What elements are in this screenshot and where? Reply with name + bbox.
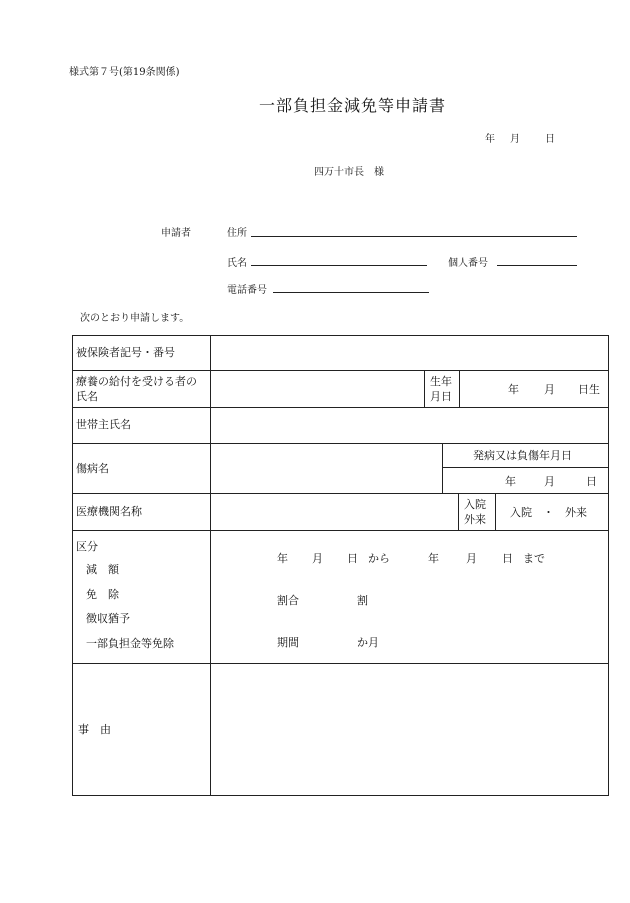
- phone-label: 電話番号: [227, 285, 267, 296]
- row-divider: [72, 370, 609, 371]
- period-to-month: 月: [466, 552, 477, 565]
- name-field[interactable]: [251, 265, 427, 266]
- birth-month-label: 月: [544, 383, 555, 396]
- individual-number-label: 個人番号: [448, 258, 488, 269]
- beneficiary-name-field[interactable]: [212, 372, 422, 406]
- onset-divider-vertical: [442, 443, 443, 493]
- birth-day-label: 日生: [578, 383, 600, 396]
- category-label: 区分: [76, 540, 98, 553]
- duration-label: 期間: [277, 636, 299, 649]
- insured-id-field[interactable]: [212, 337, 607, 369]
- row-divider: [72, 493, 609, 494]
- birth-year-label: 年: [508, 383, 519, 396]
- period-from-month: 月: [312, 552, 323, 565]
- period-from-year: 年: [277, 552, 288, 565]
- onset-day-label: 日: [586, 475, 597, 488]
- row-divider: [72, 663, 609, 664]
- address-label: 住所: [227, 228, 247, 239]
- row-divider: [72, 530, 609, 531]
- illness-name-field[interactable]: [212, 445, 440, 492]
- row-divider: [72, 407, 609, 408]
- category-item-copay-exemption[interactable]: 一部負担金等免除: [86, 637, 174, 650]
- date-month-label: 月: [510, 134, 520, 145]
- name-label: 氏名: [227, 258, 247, 269]
- birth-label-line2: 月日: [430, 390, 452, 403]
- reason-label: 事 由: [78, 723, 111, 736]
- period-from-suffix: から: [368, 552, 390, 565]
- addressee: 四万十市長 様: [314, 167, 384, 178]
- birth-divider-right: [459, 370, 460, 407]
- individual-number-field[interactable]: [497, 265, 577, 266]
- institution-name-field[interactable]: [212, 495, 456, 529]
- illness-label: 傷病名: [76, 462, 109, 475]
- address-field[interactable]: [251, 236, 577, 237]
- date-day-label: 日: [545, 134, 555, 145]
- inout-label-line1: 入院: [464, 498, 486, 511]
- ratio-unit: 割: [357, 594, 368, 607]
- onset-month-label: 月: [544, 475, 555, 488]
- reason-field[interactable]: [212, 665, 607, 794]
- insured-id-label: 被保険者記号・番号: [76, 346, 175, 359]
- intro-text: 次のとおり申請します。: [80, 313, 190, 324]
- householder-label: 世帯主氏名: [76, 418, 131, 431]
- ratio-label: 割合: [277, 594, 299, 607]
- duration-unit: か月: [357, 636, 379, 649]
- period-to-day: 日: [502, 552, 513, 565]
- row-divider: [72, 443, 609, 444]
- birth-divider-left: [424, 370, 425, 407]
- inout-options[interactable]: 入院 ・ 外来: [510, 506, 587, 519]
- onset-year-label: 年: [505, 475, 516, 488]
- period-to-year: 年: [428, 552, 439, 565]
- period-from-day: 日: [347, 552, 358, 565]
- onset-label: 発病又は負傷年月日: [473, 449, 572, 462]
- beneficiary-label-line2: 氏名: [76, 390, 98, 403]
- institution-label: 医療機関名称: [76, 505, 142, 518]
- phone-field[interactable]: [273, 292, 429, 293]
- category-item-exemption[interactable]: 免 除: [86, 588, 119, 601]
- form-number: 様式第７号(第19条関係): [69, 67, 180, 78]
- label-column-divider: [210, 335, 211, 796]
- form-title: 一部負担金減免等申請書: [259, 96, 447, 115]
- householder-name-field[interactable]: [212, 409, 607, 442]
- category-item-deferral[interactable]: 徴収猶予: [86, 612, 130, 625]
- inout-divider-left: [458, 493, 459, 530]
- date-year-label: 年: [485, 134, 495, 145]
- inout-divider-right: [495, 493, 496, 530]
- period-to-suffix: まで: [523, 552, 545, 565]
- inout-label-line2: 外来: [464, 513, 486, 526]
- applicant-label: 申請者: [161, 228, 191, 239]
- birth-label-line1: 生年: [430, 375, 452, 388]
- category-item-reduction[interactable]: 減 額: [86, 563, 119, 576]
- onset-divider: [442, 467, 609, 468]
- beneficiary-label-line1: 療養の給付を受ける者の: [76, 375, 197, 388]
